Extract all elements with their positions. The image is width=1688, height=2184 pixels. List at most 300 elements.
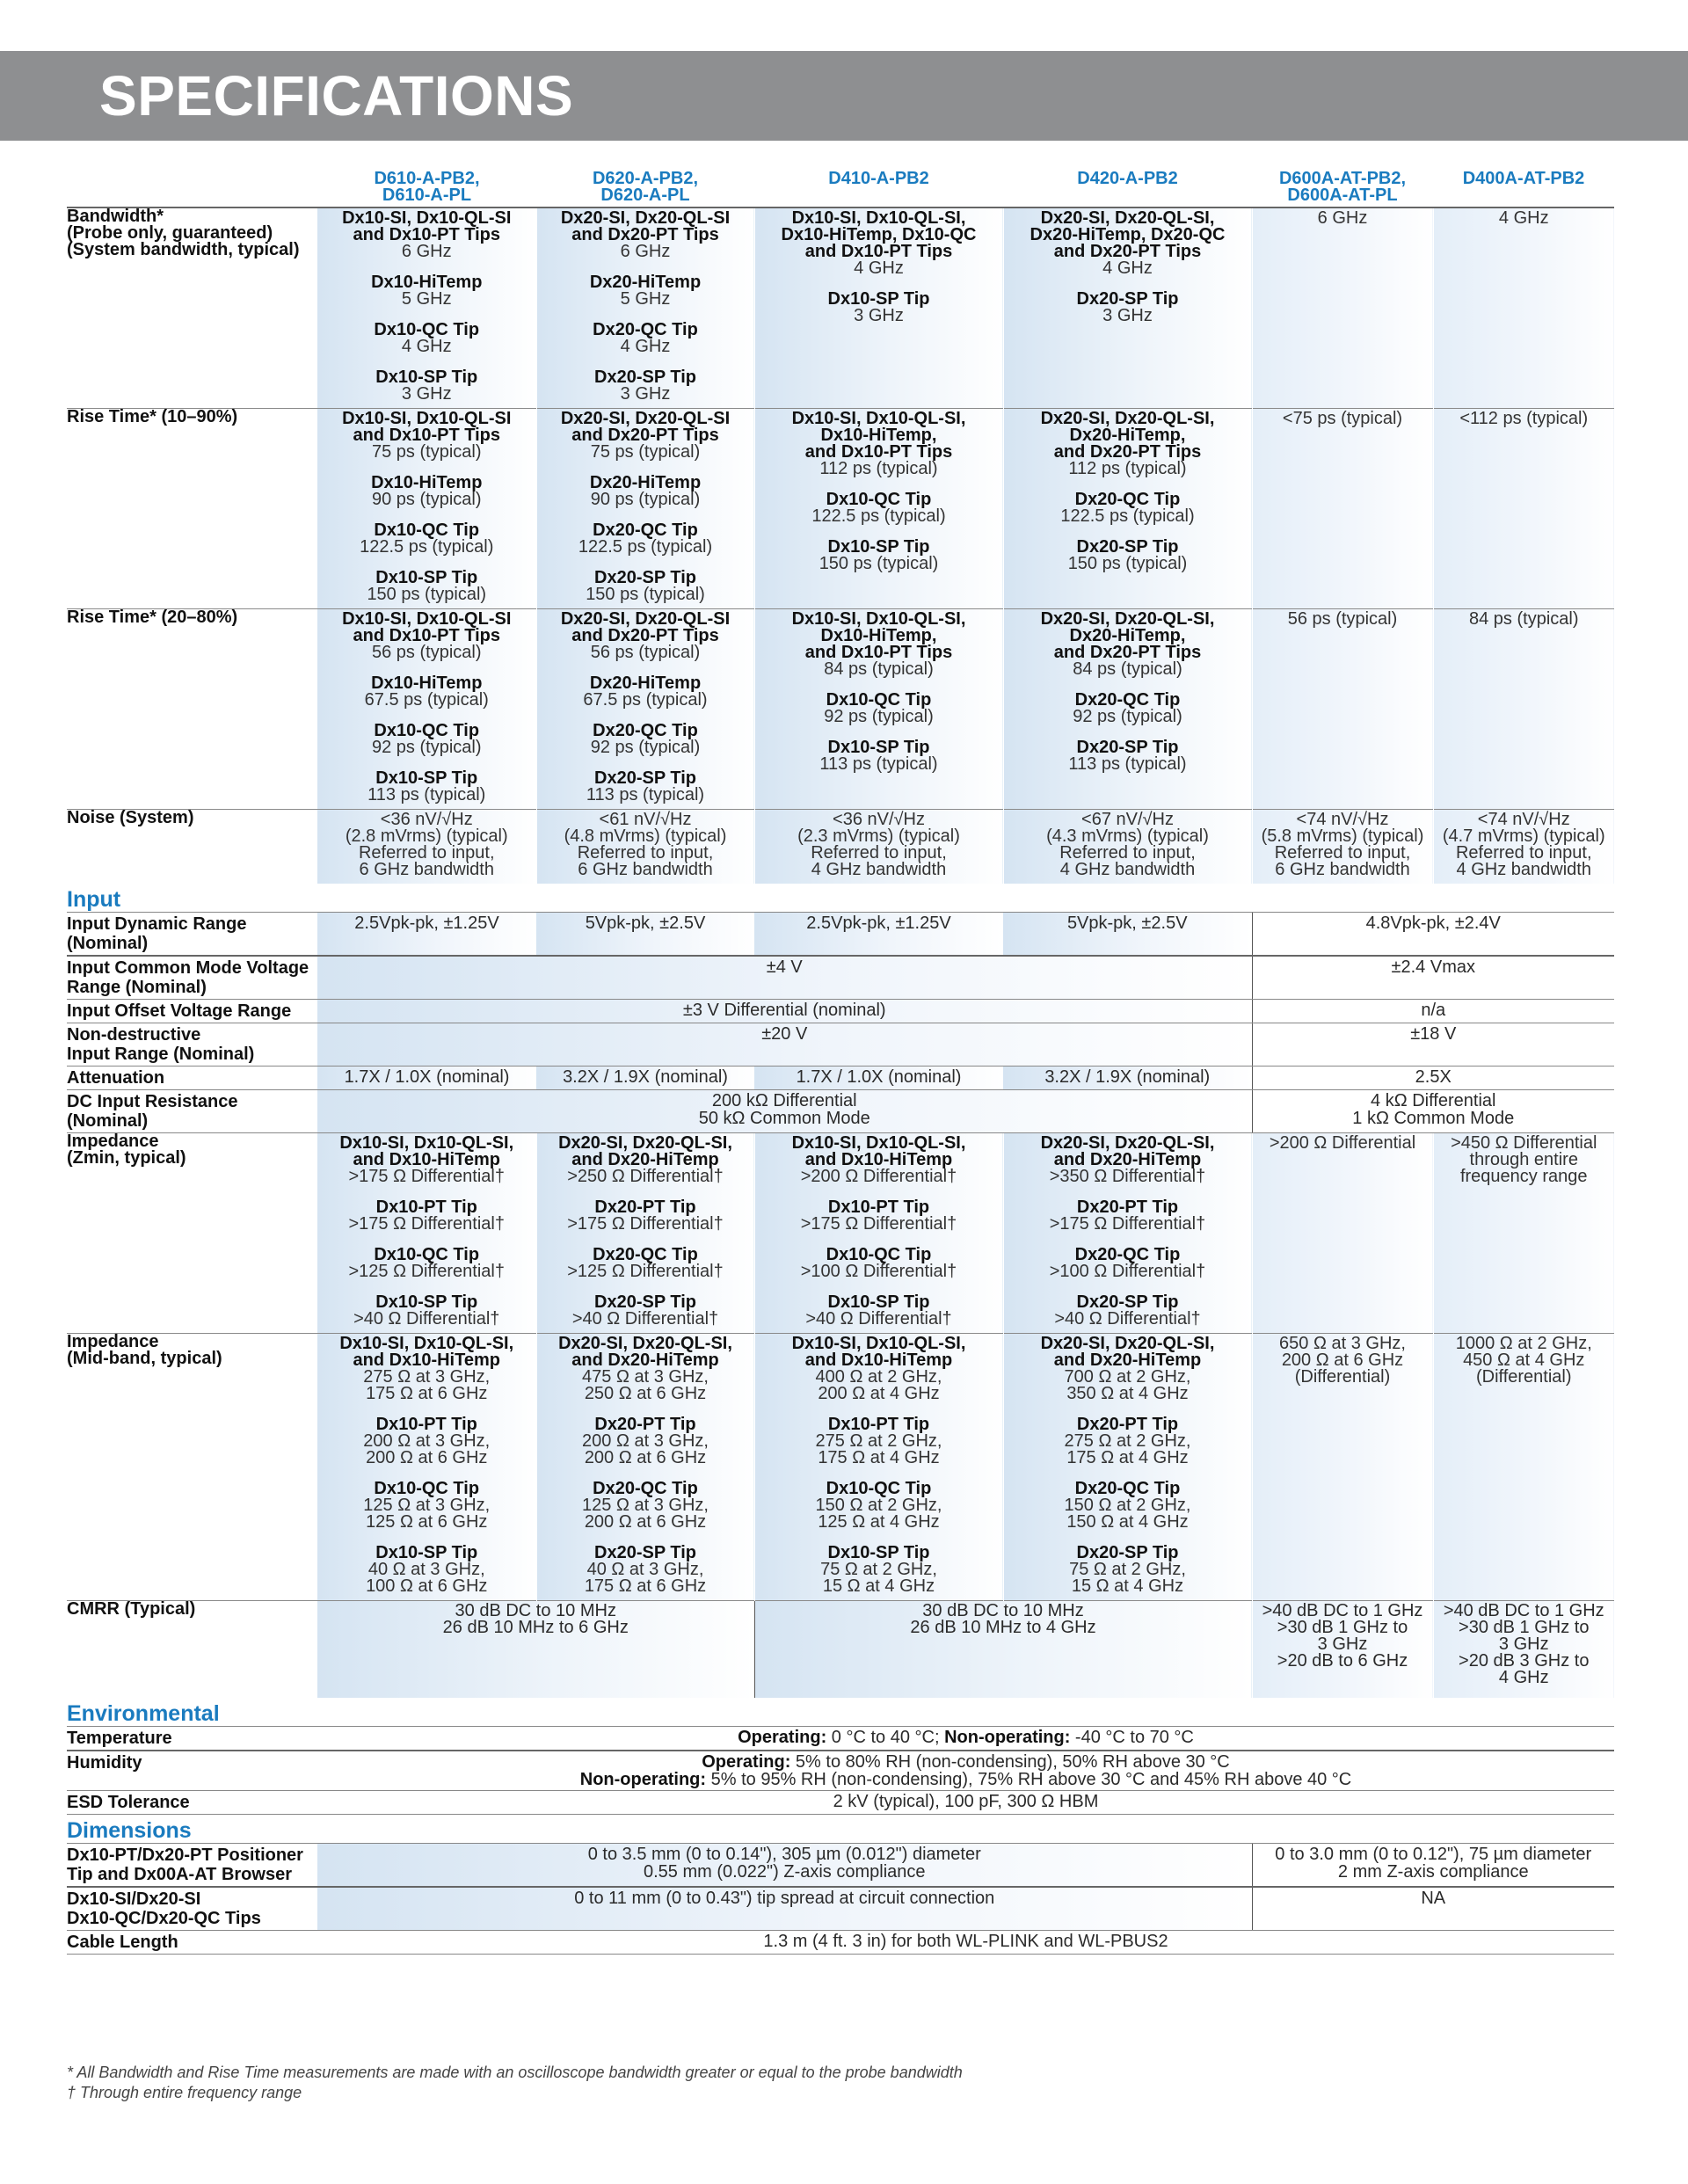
tip-block	[320, 369, 534, 403]
spec-value: 6 GHz	[620, 242, 671, 261]
spec-row	[67, 913, 1614, 957]
spec-value: 700 Ω at 2 GHz, 350 Ω at 4 GHz	[1064, 1367, 1191, 1403]
tip-name: Dx20-SI, Dx20-QL-SI, Dx20-HiTemp, Dx20-QC and Dx20-PT Tips	[1030, 208, 1226, 261]
tip-block	[540, 570, 752, 603]
spec-value: <74 nV/√Hz (4.7 mVrms) (typical) Referred to input, 4 GHz bandwidth	[1442, 810, 1605, 879]
spec-cell: ±3 V Differential (nominal)	[317, 1000, 1252, 1023]
tip-block	[758, 210, 1000, 277]
spec-cell: 3.2X / 1.9X (nominal)	[1003, 1067, 1252, 1090]
spec-cell	[1252, 409, 1433, 609]
tip-block	[1437, 210, 1612, 227]
spec-cell: 4 kΩ Differential 1 kΩ Common Mode	[1252, 1090, 1614, 1133]
row-label: Impedance (Zmin, typical)	[67, 1133, 317, 1334]
row-label: Rise Time* (10–90%)	[67, 409, 317, 609]
tip-name: Dx20-SI, Dx20-QL-SI and Dx20-PT Tips	[560, 409, 731, 445]
operating-value: 5% to 80% RH (non-condensing), 50% RH above 30 °C	[790, 1751, 1230, 1772]
spec-value: 90 ps (typical)	[372, 490, 482, 509]
spec-cell	[317, 1133, 536, 1334]
tip-block	[1007, 1481, 1249, 1531]
spec-value: 150 ps (typical)	[819, 554, 939, 573]
row-label: Temperature	[67, 1726, 317, 1751]
spec-cell: 0 to 3.5 mm (0 to 0.14"), 305 µm (0.012") diameter 0.55 mm (0.022") Z-axis compliance	[317, 1843, 1252, 1887]
tip-name: Dx20-QC Tip	[1074, 1479, 1181, 1498]
spec-value: 56 ps (typical)	[372, 643, 482, 662]
tip-name: Dx10-QC Tip	[826, 490, 932, 509]
spec-value: >125 Ω Differential†	[567, 1262, 724, 1281]
spec-row	[67, 1930, 1614, 1954]
column-header: D620-A-PB2, D620-A-PL	[536, 167, 754, 207]
spec-cell	[754, 1334, 1003, 1601]
tip-block	[1007, 1336, 1249, 1402]
spec-cell: 1.3 m (4 ft. 3 in) for both WL-PLINK and WL-PBUS2	[317, 1930, 1614, 1954]
spec-cell: 200 kΩ Differential 50 kΩ Common Mode	[317, 1090, 1252, 1133]
row-label: Input Dynamic Range (Nominal)	[67, 913, 317, 957]
tip-block	[320, 611, 534, 661]
tip-name: Dx20-SP Tip	[594, 1543, 696, 1562]
tip-block	[758, 539, 1000, 572]
tip-name: Dx10-SP Tip	[827, 1543, 930, 1562]
spec-cell: 2 kV (typical), 100 pF, 300 Ω HBM	[317, 1790, 1614, 1814]
tip-name: Dx20-SI, Dx20-QL-SI and Dx20-PT Tips	[560, 609, 731, 645]
spec-value: >125 Ω Differential†	[348, 1262, 505, 1281]
spec-value: 4 GHz	[854, 258, 904, 278]
tip-block	[1007, 1545, 1249, 1595]
spec-value: 75 Ω at 2 GHz, 15 Ω at 4 GHz	[820, 1560, 937, 1596]
spec-table	[67, 167, 1614, 1955]
spec-row	[67, 1751, 1614, 1791]
tip-name: Dx20-SI, Dx20-QL-SI, and Dx20-HiTemp	[558, 1133, 732, 1169]
spec-value: 125 Ω at 3 GHz, 125 Ω at 6 GHz	[363, 1496, 491, 1532]
tip-name: Dx10-SP Tip	[827, 289, 930, 309]
tip-block	[320, 322, 534, 355]
tip-block	[540, 475, 752, 508]
spec-value: 3 GHz	[401, 384, 452, 404]
spec-cell: 30 dB DC to 10 MHz 26 dB 10 MHz to 4 GHz	[754, 1601, 1252, 1698]
tip-block	[758, 1336, 1000, 1402]
spec-value: 275 Ω at 3 GHz, 175 Ω at 6 GHz	[363, 1367, 491, 1403]
tip-block	[320, 274, 534, 308]
spec-cell	[317, 409, 536, 609]
tip-block	[320, 1545, 534, 1595]
section-header	[67, 1698, 1614, 1727]
tip-block	[758, 1135, 1000, 1185]
tip-name: Dx10-PT Tip	[375, 1198, 477, 1217]
spec-value: 475 Ω at 3 GHz, 250 Ω at 6 GHz	[582, 1367, 709, 1403]
spec-value: 113 ps (typical)	[367, 785, 486, 804]
spec-cell: 0 to 3.0 mm (0 to 0.12"), 75 µm diameter 2 mm Z-axis compliance	[1252, 1843, 1614, 1887]
spec-value: 122.5 ps (typical)	[1060, 506, 1195, 526]
tip-name: Dx20-HiTemp	[589, 273, 702, 292]
tip-block	[540, 723, 752, 756]
tip-name: Dx20-QC Tip	[1074, 1245, 1181, 1264]
tip-block	[320, 1481, 534, 1531]
tip-block	[758, 611, 1000, 678]
tip-block	[1007, 291, 1249, 324]
spec-cell	[1252, 609, 1433, 810]
tip-name: Dx10-SI, Dx10-QL-SI, and Dx10-HiTemp	[339, 1133, 514, 1169]
tip-block	[1255, 1336, 1430, 1386]
tip-name: Dx10-SP Tip	[827, 738, 930, 757]
tip-block	[320, 1416, 534, 1467]
spec-value: 6 GHz	[401, 242, 452, 261]
spec-cell	[754, 609, 1003, 810]
spec-cell	[536, 409, 754, 609]
spec-value: 275 Ω at 2 GHz, 175 Ω at 4 GHz	[815, 1431, 942, 1467]
spec-value: 275 Ω at 2 GHz, 175 Ω at 4 GHz	[1064, 1431, 1191, 1467]
row-label: Cable Length	[67, 1930, 317, 1954]
spec-cell	[1003, 1133, 1252, 1334]
spec-value: >175 Ω Differential†	[348, 1167, 505, 1186]
spec-value: >450 Ω Differential through entire frequency range	[1451, 1133, 1597, 1186]
spec-value: 84 ps (typical)	[824, 659, 934, 679]
spec-value: 150 ps (typical)	[1067, 554, 1188, 573]
tip-name: Dx20-SP Tip	[1076, 289, 1179, 309]
tip-name: Dx10-PT Tip	[827, 1198, 930, 1217]
spec-value: 56 ps (typical)	[1287, 609, 1398, 629]
spec-value: 122.5 ps (typical)	[811, 506, 946, 526]
tip-name: Dx10-HiTemp	[371, 273, 483, 292]
tip-block	[1255, 812, 1430, 878]
tip-name: Dx20-SI, Dx20-QL-SI, and Dx20-HiTemp	[558, 1334, 732, 1370]
tip-block	[1255, 210, 1430, 227]
spec-cell: 5Vpk-pk, ±2.5V	[1003, 913, 1252, 957]
tip-name: Dx10-SI, Dx10-QL-SI and Dx10-PT Tips	[342, 609, 512, 645]
spec-value: 1000 Ω at 2 GHz, 450 Ω at 4 GHz (Differential)	[1455, 1334, 1592, 1387]
spec-row	[67, 1000, 1614, 1023]
spec-value: 3 GHz	[854, 306, 904, 325]
spec-cell	[317, 207, 536, 409]
specifications-banner	[0, 51, 1688, 141]
spec-cell	[1252, 1334, 1433, 1601]
tip-name: Dx20-SP Tip	[594, 1292, 696, 1312]
spec-value: 4 GHz	[620, 337, 671, 356]
tip-block	[758, 1416, 1000, 1467]
spec-row	[67, 207, 1614, 409]
tip-block	[1437, 1336, 1612, 1386]
spec-value: <75 ps (typical)	[1282, 409, 1403, 428]
tip-block	[1007, 812, 1249, 878]
tip-block	[758, 1294, 1000, 1328]
tip-name: Dx10-QC Tip	[826, 1245, 932, 1264]
spec-cell	[1433, 1334, 1614, 1601]
tip-name: Dx20-SP Tip	[594, 768, 696, 788]
tip-block	[320, 675, 534, 709]
tip-name: Dx20-QC Tip	[1074, 490, 1181, 509]
spec-value: 4 GHz	[1102, 258, 1153, 278]
spec-row	[67, 1601, 1614, 1698]
spec-cell: 30 dB DC to 10 MHz 26 dB 10 MHz to 6 GHz	[317, 1601, 754, 1698]
spec-cell	[536, 810, 754, 885]
tip-block	[540, 274, 752, 308]
spec-value: <36 nV/√Hz (2.8 mVrms) (typical) Referred to input, 6 GHz bandwidth	[345, 810, 508, 879]
tip-block	[540, 522, 752, 556]
tip-name: Dx20-SP Tip	[594, 568, 696, 587]
spec-value: 92 ps (typical)	[590, 738, 701, 757]
spec-value: 84 ps (typical)	[1469, 609, 1579, 629]
spec-cell	[1433, 609, 1614, 810]
page-title: SPECIFICATIONS	[99, 64, 574, 127]
spec-cell	[317, 1726, 1614, 1751]
spec-row	[67, 1887, 1614, 1931]
tip-name: Dx10-SI, Dx10-QL-SI and Dx10-PT Tips	[342, 208, 512, 244]
tip-block	[1007, 539, 1249, 572]
spec-cell: NA	[1252, 1887, 1614, 1931]
row-label: DC Input Resistance (Nominal)	[67, 1090, 317, 1133]
tip-block	[758, 491, 1000, 525]
section-header	[67, 884, 1614, 913]
spec-cell: 0 to 11 mm (0 to 0.43") tip spread at circuit connection	[317, 1887, 1252, 1931]
tip-block	[540, 1294, 752, 1328]
tip-block	[1437, 611, 1612, 628]
tip-block	[758, 739, 1000, 773]
tip-name: Dx10-QC Tip	[826, 690, 932, 710]
spec-value: 4 GHz	[401, 337, 452, 356]
spec-value: 150 Ω at 2 GHz, 125 Ω at 4 GHz	[815, 1496, 942, 1532]
spec-value: 113 ps (typical)	[1068, 754, 1187, 774]
spec-row	[67, 1790, 1614, 1814]
spec-value: >40 Ω Differential†	[805, 1309, 952, 1329]
tip-block	[758, 1199, 1000, 1233]
tip-name: Dx20-PT Tip	[1076, 1415, 1179, 1434]
tip-block	[540, 1199, 752, 1233]
tip-block	[1437, 812, 1612, 878]
spec-value: 4 GHz	[1498, 208, 1549, 228]
row-label: Impedance (Mid-band, typical)	[67, 1334, 317, 1601]
tip-block	[540, 411, 752, 461]
spec-cell: n/a	[1252, 1000, 1614, 1023]
spec-cell: 3.2X / 1.9X (nominal)	[536, 1067, 754, 1090]
tip-block	[540, 1135, 752, 1185]
spec-value: 92 ps (typical)	[372, 738, 482, 757]
tip-name: Dx20-SP Tip	[1076, 537, 1179, 557]
spec-cell	[1003, 609, 1252, 810]
tip-block	[1007, 1247, 1249, 1280]
nonoperating-label: Non-operating:	[944, 1727, 1071, 1747]
tip-block	[758, 692, 1000, 725]
row-label: Bandwidth* (Probe only, guaranteed) (System bandwidth, typical)	[67, 207, 317, 409]
tip-name: Dx10-HiTemp	[371, 473, 483, 492]
tip-name: Dx10-SI, Dx10-QL-SI, and Dx10-HiTemp	[339, 1334, 514, 1370]
operating-value: 0 °C to 40 °C;	[826, 1727, 945, 1747]
spec-value: 40 Ω at 3 GHz, 100 Ω at 6 GHz	[366, 1560, 488, 1596]
spec-cell	[1433, 207, 1614, 409]
row-label: Dx10-PT/Dx20-PT Positioner Tip and Dx00A-AT Browser	[67, 1843, 317, 1887]
spec-value: 90 ps (typical)	[590, 490, 701, 509]
tip-name: Dx20-QC Tip	[593, 320, 698, 339]
tip-block	[1255, 411, 1430, 427]
operating-label: Operating:	[738, 1727, 827, 1747]
spec-row	[67, 810, 1614, 885]
tip-block	[1007, 1135, 1249, 1185]
tip-name: Dx10-QC Tip	[374, 1245, 480, 1264]
row-label: Humidity	[67, 1751, 317, 1791]
spec-cell: 2.5X	[1252, 1067, 1614, 1090]
tip-block	[1007, 692, 1249, 725]
spec-value: 3 GHz	[1102, 306, 1153, 325]
spec-cell	[536, 1334, 754, 1601]
spec-cell	[1252, 207, 1433, 409]
tip-name: Dx10-SI, Dx10-QL-SI, and Dx10-HiTemp	[791, 1334, 966, 1370]
tip-name: Dx20-HiTemp	[589, 673, 702, 693]
spec-row	[67, 1334, 1614, 1601]
tip-name: Dx20-SI, Dx20-QL-SI, and Dx20-HiTemp	[1040, 1133, 1215, 1169]
nonoperating-value: -40 °C to 70 °C	[1070, 1727, 1194, 1747]
tip-name: Dx20-QC Tip	[1074, 690, 1181, 710]
tip-name: Dx20-SP Tip	[1076, 1543, 1179, 1562]
tip-block	[758, 1247, 1000, 1280]
tip-block	[540, 1247, 752, 1280]
tip-block	[540, 770, 752, 804]
spec-value: >40 Ω Differential†	[353, 1309, 500, 1329]
section-title: Dimensions	[67, 1817, 192, 1843]
spec-cell	[317, 609, 536, 810]
tip-block	[758, 1545, 1000, 1595]
tip-block	[540, 1481, 752, 1531]
tip-block	[320, 570, 534, 603]
tip-name: Dx10-SI, Dx10-QL-SI, Dx10-HiTemp, and Dx10-PT Tips	[791, 609, 966, 662]
spec-cell	[536, 609, 754, 810]
tip-block	[540, 611, 752, 661]
tip-name: Dx20-HiTemp	[589, 473, 702, 492]
column-header: D610-A-PB2, D610-A-PL	[317, 167, 536, 207]
spec-value: <36 nV/√Hz (2.3 mVrms) (typical) Referred to input, 4 GHz bandwidth	[797, 810, 960, 879]
spec-cell	[1433, 409, 1614, 609]
tip-block	[320, 411, 534, 461]
spec-cell	[536, 1133, 754, 1334]
spec-row	[67, 609, 1614, 810]
spec-value: 56 ps (typical)	[590, 643, 701, 662]
section-header-row	[67, 884, 1614, 913]
spec-value: 5 GHz	[620, 289, 671, 309]
tip-block	[1007, 739, 1249, 773]
spec-value: 200 Ω at 3 GHz, 200 Ω at 6 GHz	[582, 1431, 709, 1467]
spec-cell: 2.5Vpk-pk, ±1.25V	[317, 913, 536, 957]
spec-table-container	[67, 167, 1614, 1955]
row-label: Dx10-SI/Dx20-SI Dx10-QC/Dx20-QC Tips	[67, 1887, 317, 1931]
spec-value: <61 nV/√Hz (4.8 mVrms) (typical) Referred to input, 6 GHz bandwidth	[564, 810, 727, 879]
tip-block	[320, 522, 534, 556]
tip-block	[320, 770, 534, 804]
tip-block	[320, 1336, 534, 1402]
tip-block	[320, 812, 534, 878]
row-label: CMRR (Typical)	[67, 1601, 317, 1698]
section-header	[67, 1814, 1614, 1843]
spec-cell	[754, 409, 1003, 609]
spec-value: >175 Ω Differential†	[567, 1214, 724, 1234]
tip-block	[1437, 411, 1612, 427]
tip-block	[1007, 210, 1249, 277]
spec-value: 650 Ω at 3 GHz, 200 Ω at 6 GHz (Differential)	[1279, 1334, 1406, 1387]
tip-block	[320, 1294, 534, 1328]
section-header-row	[67, 1698, 1614, 1727]
tip-block	[1437, 1135, 1612, 1185]
spec-cell	[1433, 1133, 1614, 1334]
tip-block	[540, 210, 752, 260]
spec-value: >100 Ω Differential†	[800, 1262, 957, 1281]
tip-name: Dx20-QC Tip	[593, 1479, 698, 1498]
spec-value: 150 ps (typical)	[586, 585, 705, 604]
tip-block	[320, 210, 534, 260]
tip-name: Dx10-SP Tip	[827, 537, 930, 557]
spec-value: >100 Ω Differential†	[1049, 1262, 1206, 1281]
tip-block	[1007, 491, 1249, 525]
spec-cell	[754, 207, 1003, 409]
tip-name: Dx10-SP Tip	[375, 368, 478, 387]
spec-value: 113 ps (typical)	[586, 785, 705, 804]
spec-cell	[317, 1751, 1614, 1791]
row-label: Attenuation	[67, 1067, 317, 1090]
spec-value: 122.5 ps (typical)	[578, 537, 713, 557]
tip-name: Dx20-SI, Dx20-QL-SI, Dx20-HiTemp, and Dx20-PT Tips	[1040, 409, 1215, 462]
spec-cell	[1003, 207, 1252, 409]
tip-block	[1255, 611, 1430, 628]
column-header: D410-A-PB2	[754, 167, 1003, 207]
spec-row	[67, 409, 1614, 609]
spec-value: >175 Ω Differential†	[1049, 1214, 1206, 1234]
tip-block	[1255, 1135, 1430, 1152]
tip-name: Dx10-QC Tip	[826, 1479, 932, 1498]
spec-value: 112 ps (typical)	[819, 459, 938, 478]
spec-cell: 2.5Vpk-pk, ±1.25V	[754, 913, 1003, 957]
spec-cell: 5Vpk-pk, ±2.5V	[536, 913, 754, 957]
spec-value: 67.5 ps (typical)	[583, 690, 708, 710]
section-title: Input	[67, 887, 121, 912]
spec-cell	[1433, 810, 1614, 885]
tip-name: Dx20-PT Tip	[594, 1198, 696, 1217]
spec-value: 6 GHz	[1317, 208, 1368, 228]
column-header-row	[67, 167, 1614, 207]
tip-block	[540, 1545, 752, 1595]
tip-block	[320, 1135, 534, 1185]
spec-value: 125 Ω at 3 GHz, 200 Ω at 6 GHz	[582, 1496, 709, 1532]
footnote-bandwidth: * All Bandwidth and Rise Time measurements are made with an oscilloscope bandwidth greater or equal to the probe bandwidth	[67, 2064, 963, 2081]
tip-block	[758, 1481, 1000, 1531]
tip-name: Dx10-SP Tip	[375, 1543, 478, 1562]
tip-block	[758, 291, 1000, 324]
spec-cell	[1003, 1334, 1252, 1601]
tip-name: Dx10-SI, Dx10-QL-SI, Dx10-HiTemp, Dx10-QC and Dx10-PT Tips	[781, 208, 977, 261]
row-label: Noise (System)	[67, 810, 317, 885]
spec-cell	[754, 810, 1003, 885]
tip-block	[1007, 611, 1249, 678]
header-corner	[67, 167, 317, 207]
spec-value: >40 Ω Differential†	[571, 1309, 719, 1329]
column-header: D420-A-PB2	[1003, 167, 1252, 207]
column-header: D400A-AT-PB2	[1433, 167, 1614, 207]
footnote-dagger: † Through entire frequency range	[67, 2084, 302, 2101]
spec-value: 40 Ω at 3 GHz, 175 Ω at 6 GHz	[584, 1560, 707, 1596]
spec-cell: ±20 V	[317, 1023, 1252, 1067]
spec-value: 200 Ω at 3 GHz, 200 Ω at 6 GHz	[363, 1431, 491, 1467]
spec-value: 112 ps (typical)	[1068, 459, 1187, 478]
tip-name: Dx20-SI, Dx20-QL-SI and Dx20-PT Tips	[560, 208, 731, 244]
spec-row	[67, 1133, 1614, 1334]
spec-value: >200 Ω Differential	[1269, 1133, 1416, 1153]
spec-cell: ±2.4 Vmax	[1252, 956, 1614, 1000]
spec-row	[67, 1090, 1614, 1133]
tip-block	[320, 1199, 534, 1233]
tip-name: Dx10-QC Tip	[374, 721, 480, 740]
tip-name: Dx20-QC Tip	[593, 1245, 698, 1264]
spec-cell	[1003, 409, 1252, 609]
tip-block	[758, 411, 1000, 477]
spec-cell	[1252, 810, 1433, 885]
spec-cell: >40 dB DC to 1 GHz >30 dB 1 GHz to 3 GHz >20 dB to 6 GHz	[1252, 1601, 1433, 1698]
nonoperating-label: Non-operating:	[579, 1769, 707, 1789]
tip-name: Dx10-SI, Dx10-QL-SI, Dx10-HiTemp, and Dx10-PT Tips	[791, 409, 966, 462]
spec-row	[67, 1843, 1614, 1887]
spec-row	[67, 1726, 1614, 1751]
